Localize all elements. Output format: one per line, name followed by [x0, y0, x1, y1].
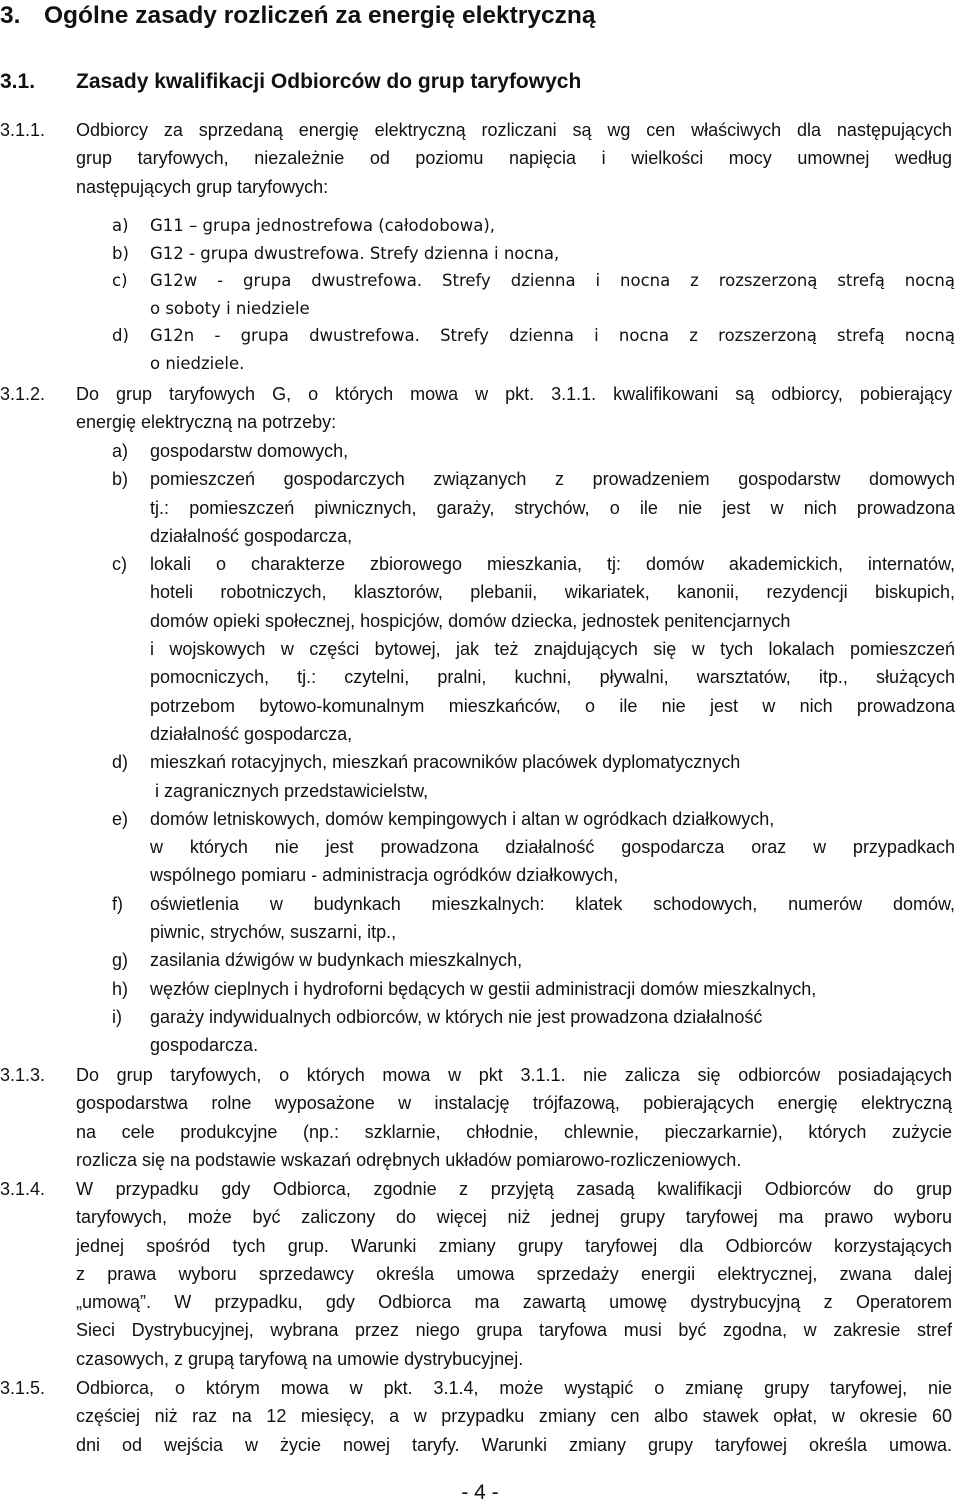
text-line: zasilania dźwigów w budynkach mieszkalnych,: [150, 950, 523, 971]
list-marker: b): [112, 469, 129, 490]
text-line: i wojskowych w części bytowej, jak też znajdujących się w tych lokalach pomieszczeń: [150, 639, 955, 660]
list-marker: a): [112, 441, 129, 461]
text-line: jednej spośród tych grup. Warunki zmiany grupy taryfowej dla Odbiorców korzystających: [76, 1235, 952, 1256]
list-marker: h): [112, 978, 129, 999]
text-line: dni od wejścia w życie nowej taryfy. Warunki zmiany grupy taryfowej określa umowa.: [76, 1434, 952, 1455]
text-line: G12 - grupa dwustrefowa. Strefy dzienna i nocna,: [150, 243, 560, 263]
paragraph-3-1-1: [0, 116, 952, 201]
paragraph-text: [76, 116, 952, 201]
text-line: piwnic, strychów, suszarni, itp.,: [150, 922, 397, 943]
paragraph-number: 3.1.3.: [0, 1065, 46, 1085]
paragraph-3-1-5: [0, 1374, 952, 1459]
text-line: Odbiorca, o którym mowa w pkt. 3.1.4, może wystąpić o zmianę grupy taryfowej, nie: [76, 1378, 952, 1398]
text-line: Sieci Dystrybucyjnej, wybrana przez niego grupa taryfowa musi być zgodna, w zakresie stref: [76, 1320, 952, 1341]
text-line: tj.: pomieszczeń piwnicznych, garaży, strychów, o ile nie jest w nich prowadzona: [150, 497, 955, 518]
text-line: gospodarstwa rolne wyposażone w instalację trójfazową, pobierających energię elektryczną: [76, 1093, 952, 1114]
text-line: energię elektryczną na potrzeby:: [76, 412, 337, 433]
text-line: garaży indywidualnych odbiorców, w których nie jest prowadzona działalność: [150, 1006, 763, 1027]
text-line: działalność gospodarcza,: [150, 525, 353, 546]
paragraph-number: 3.1.5.: [0, 1378, 46, 1398]
text-line: Odbiorcy za sprzedaną energię elektryczną rozliczani są wg cen właściwych dla następujących: [76, 120, 952, 140]
page-number: - 4 -: [461, 1481, 499, 1504]
list-marker: c): [112, 271, 128, 290]
list-marker: i): [112, 1006, 122, 1027]
list-item: [112, 890, 955, 947]
text-line: działalność gospodarcza,: [150, 723, 353, 744]
text-line: następujących grup taryfowych:: [76, 176, 329, 197]
text-line: domów opieki społecznej, hospicjów, domów dziecka, jednostek penitencjarnych: [150, 610, 791, 631]
tariff-group-list: [112, 212, 955, 377]
text-line: taryfowych, może być zaliczony do więcej niż jednej grupy taryfowej ma prawo wyboru: [76, 1207, 952, 1228]
list-marker: d): [112, 752, 129, 773]
list-item: [112, 550, 955, 748]
paragraph-number: 3.1.2.: [0, 384, 46, 404]
list-item: [112, 805, 955, 890]
text-line: gospodarstw domowych,: [150, 441, 349, 461]
text-line: częściej niż raz na 12 miesięcy, a w przypadku zmiany cen albo stawek opłat, w okresie 60: [76, 1406, 952, 1427]
list-item: [112, 437, 955, 465]
text-line: G12w - grupa dwustrefowa. Strefy dzienna i nocna z rozszerzoną strefą nocną: [150, 271, 955, 290]
text-line: z prawa wyboru sprzedawcy określa umowa sprzedaży energii elektrycznej, zwana dalej: [76, 1263, 952, 1284]
list-item: [112, 212, 955, 240]
list-marker: d): [112, 326, 129, 345]
text-line: pomocniczych, tj.: czytelni, pralni, kuchni, pływalni, warsztatów, itp., służących: [150, 667, 955, 688]
paragraph-number: 3.1.1.: [0, 120, 46, 140]
text-line: rozlicza się na podstawie wskazań odrębnych układów pomiarowo-rozliczeniowych.: [76, 1149, 742, 1170]
list-item: [112, 322, 955, 377]
list-item: [112, 465, 955, 550]
text-line: o niedziele.: [150, 353, 245, 373]
paragraph-number: 3.1.4.: [0, 1179, 46, 1199]
subsection-number: 3.1.: [0, 70, 36, 93]
text-line: „umową”. W przypadku, gdy Odbiorca ma zawartą umowę dystrybucyjną z Operatorem: [76, 1292, 952, 1313]
list-marker: c): [112, 554, 127, 575]
paragraph-text: [76, 1374, 952, 1459]
text-line: oświetlenia w budynkach mieszkalnych: klatek schodowych, numerów domów,: [150, 893, 955, 914]
list-marker: f): [112, 893, 123, 914]
text-line: grup taryfowych, niezależnie od poziomu napięcia i wielkości mocy umownej według: [76, 148, 952, 169]
list-item: [112, 1003, 955, 1060]
text-line: potrzebom bytowo-komunalnym mieszkańców, o ile nie jest w nich prowadzona: [150, 695, 955, 716]
text-line: G12n - grupa dwustrefowa. Strefy dzienna i nocna z rozszerzoną strefą nocną: [150, 326, 955, 345]
subsection-heading: [0, 70, 581, 94]
list-marker: b): [112, 243, 129, 263]
list-marker: a): [112, 216, 129, 235]
text-line: czasowych, z grupą taryfową na umowie dystrybucyjnej.: [76, 1348, 524, 1369]
text-line: pomieszczeń gospodarczych związanych z prowadzeniem gospodarstw domowych: [150, 469, 955, 490]
list-item: [112, 946, 955, 974]
text-line: Do grup taryfowych G, o których mowa w pkt. 3.1.1. kwalifikowani są odbiorcy, pobierający: [76, 384, 952, 404]
list-item: [112, 748, 955, 805]
paragraph-3-1-4: [0, 1175, 952, 1373]
text-line: w których nie jest prowadzona działalność gospodarcza oraz w przypadkach: [150, 837, 955, 858]
list-marker: g): [112, 950, 129, 971]
paragraph-3-1-2: [0, 380, 952, 437]
paragraph-3-1-3: [0, 1061, 952, 1174]
text-line: lokali o charakterze zbiorowego mieszkania, tj: domów akademickich, internatów,: [150, 554, 955, 575]
paragraph-text: [76, 1175, 952, 1373]
text-line: W przypadku gdy Odbiorca, zgodnie z przyjętą zasadą kwalifikacji Odbiorców do grup: [76, 1179, 952, 1199]
section-heading: [0, 2, 595, 30]
usage-purpose-list: [112, 437, 955, 1060]
text-line: domów letniskowych, domów kempingowych i altan w ogródkach działkowych,: [150, 808, 775, 829]
subsection-title: Zasady kwalifikacji Odbiorców do grup taryfowych: [76, 70, 582, 93]
text-line: Do grup taryfowych, o których mowa w pkt 3.1.1. nie zalicza się odbiorców posiadających: [76, 1065, 952, 1085]
list-item: [112, 975, 955, 1003]
list-marker: e): [112, 808, 129, 829]
text-line: gospodarcza.: [150, 1035, 259, 1056]
text-line: G11 – grupa jednostrefowa (całodobowa),: [150, 216, 496, 235]
section-title: Ogólne zasady rozliczeń za energię elektryczną: [44, 2, 596, 29]
text-line: wspólnego pomiaru - administracja ogródków działkowych,: [150, 865, 619, 886]
text-line: o soboty i niedziele: [150, 298, 310, 318]
list-item: [112, 267, 955, 322]
paragraph-text: [76, 380, 952, 437]
text-line: węzłów cieplnych i hydroforni będących w gestii administracji domów mieszkalnych,: [150, 978, 817, 999]
paragraph-text: [76, 1061, 952, 1174]
text-line: hoteli robotniczych, klasztorów, plebanii, wikariatek, kanonii, rezydencji biskupich,: [150, 582, 955, 603]
list-item: [112, 240, 955, 268]
text-line: na cele produkcyjne (np.: szklarnie, chłodnie, chlewnie, pieczarkarnie), których zużycie: [76, 1121, 952, 1142]
section-number: 3.: [0, 2, 21, 29]
text-line: mieszkań rotacyjnych, mieszkań pracowników placówek dyplomatycznych: [150, 752, 741, 773]
text-line: i zagranicznych przedstawicielstw,: [150, 780, 429, 801]
